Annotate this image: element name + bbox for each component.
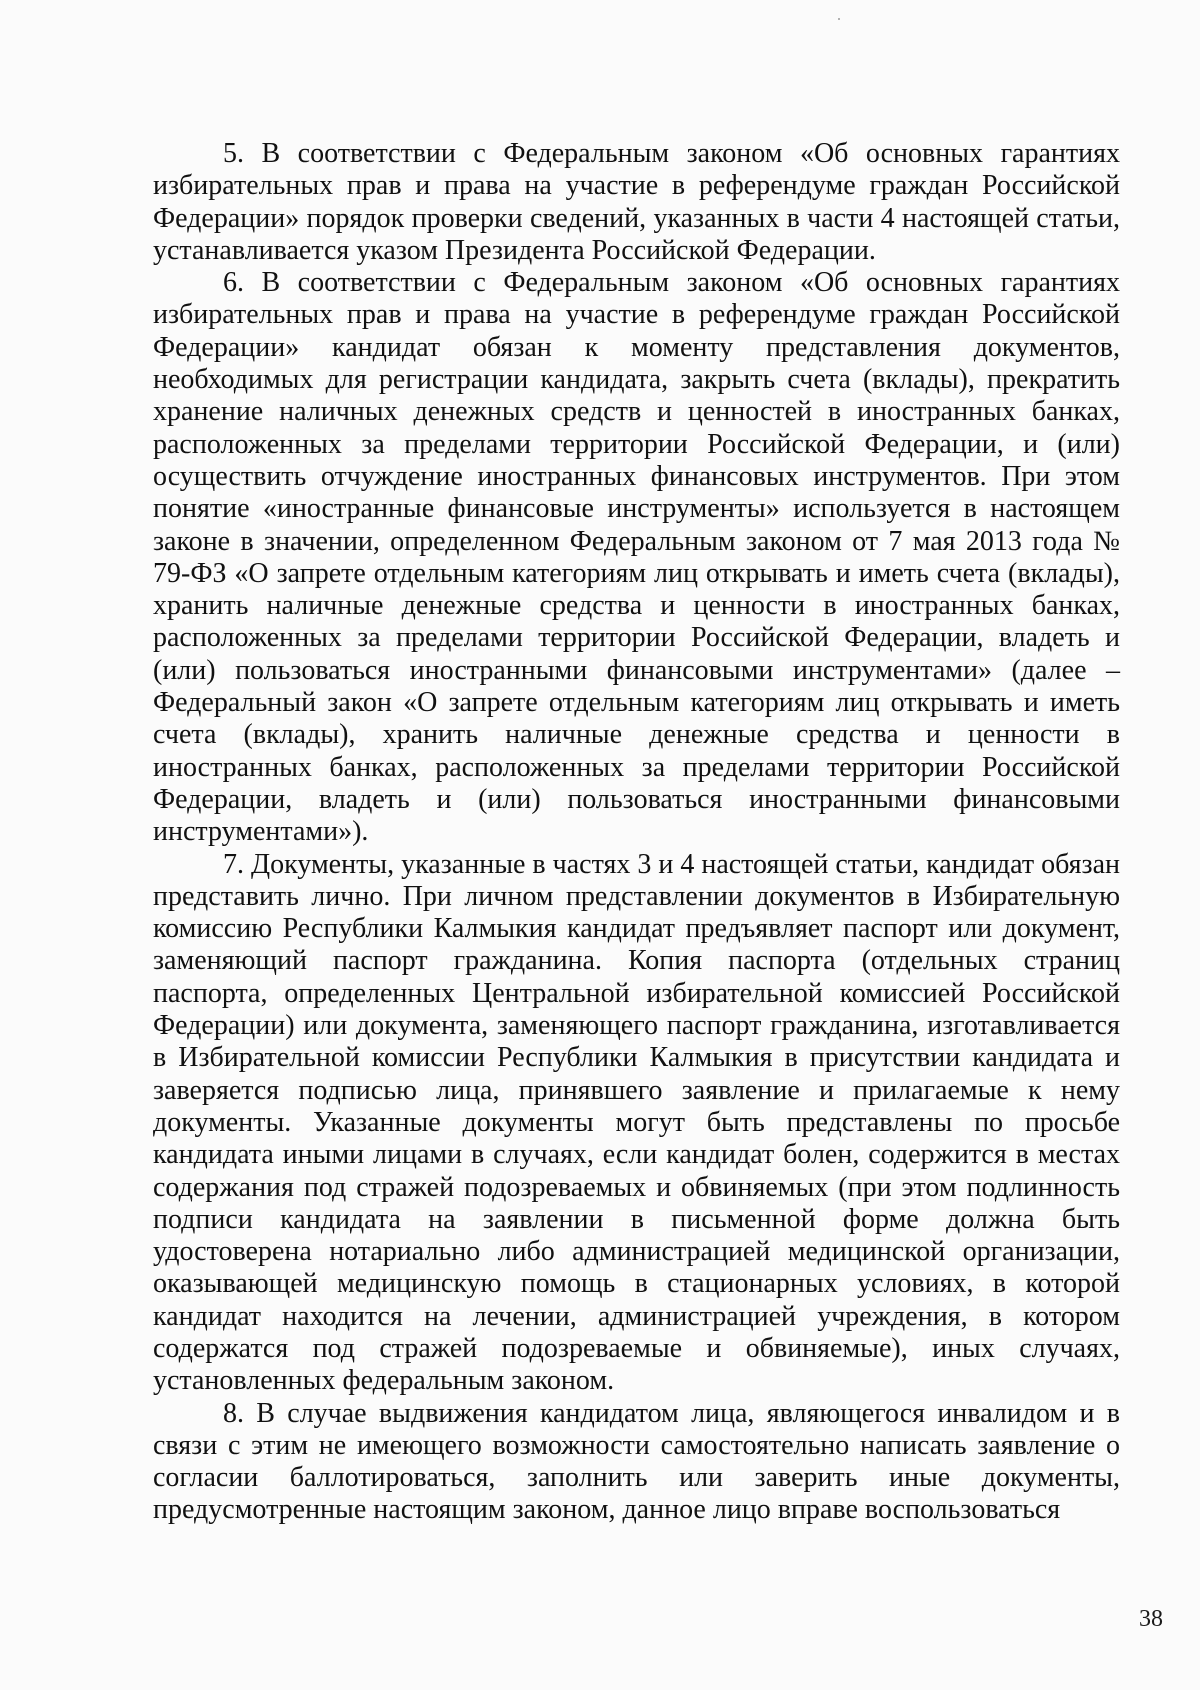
paragraph-6: 6. В соответствии с Федеральным законом «Об основных гарантиях избирательных прав и права на участие в референдуме граждан Российской Федерации» кандидат обязан к моменту представления документов, необходимых для регистрации кандидата, закрыть счета (вклады), прекратить хранение наличных денежных средств и ценностей в иностранных банках, расположенных за пределами территории Российской Федерации, и (или) осуществить отчуждение иностранных финансовых инструментов. При этом понятие «иностранные финансовые инструменты» используется в настоящем законе в значении, определенном Федеральным законом от 7 мая 2013 года № 79-ФЗ «О запрете отдельным категориям лиц открывать и иметь счета (вклады), хранить наличные денежные средства и ценности в иностранных банках, расположенных за пределами территории Российской Федерации, владеть и (или) пользоваться иностранными финансовыми инструментами» (далее – Федеральный закон «О запрете отдельным категориям лиц открывать и иметь счета (вклады), хранить наличные денежные средства и ценности в иностранных банках, расположенных за пределами территории Российской Федерации, владеть и (или) пользоваться иностранными финансовыми инструментами»). — [153, 267, 1120, 848]
page-number: 38 — [1139, 1606, 1163, 1632]
paragraph-8: 8. В случае выдвижения кандидатом лица, являющегося инвалидом и в связи с этим не имеющего возможности самостоятельно написать заявление о согласии баллотироваться, заполнить или заверить иные документы, предусмотренные настоящим законом, данное лицо вправе воспользоваться — [153, 1397, 1120, 1526]
paragraph-5: 5. В соответствии с Федеральным законом «Об основных гарантиях избирательных прав и права на участие в референдуме граждан Российской Федерации» порядок проверки сведений, указанных в части 4 настоящей статьи, устанавливается указом Президента Российской Федерации. — [153, 138, 1120, 266]
paragraph-7: 7. Документы, указанные в частях 3 и 4 настоящей статьи, кандидат обязан представить лично. При личном представлении документов в Избирательную комиссию Республики Калмыкия кандидат предъявляет паспорт или документ, заменяющий паспорт гражданина. Копия паспорта (отдельных страниц паспорта, определенных Центральной избирательной комиссией Российской Федерации) или документа, заменяющего паспорт гражданина, изготавливается в Избирательной комиссии Республики Калмыкия в присутствии кандидата и заверяется подписью лица, принявшего заявление и прилагаемые к нему документы. Указанные документы могут быть представлены по просьбе кандидата иными лицами в случаях, если кандидат болен, содержится в местах содержания под стражей подозреваемых и обвиняемых (при этом подлинность подписи кандидата на заявлении в письменной форме должна быть удостоверена нотариально либо администрацией медицинской организации, оказывающей медицинскую помощь в стационарных условиях, в которой кандидат находится на лечении, администрацией учреждения, в котором содержатся под стражей подозреваемые и обвиняемые), иных случаях, установленных федеральным законом. — [153, 848, 1120, 1397]
document-body — [153, 138, 1120, 1527]
scan-speck — [838, 18, 840, 20]
